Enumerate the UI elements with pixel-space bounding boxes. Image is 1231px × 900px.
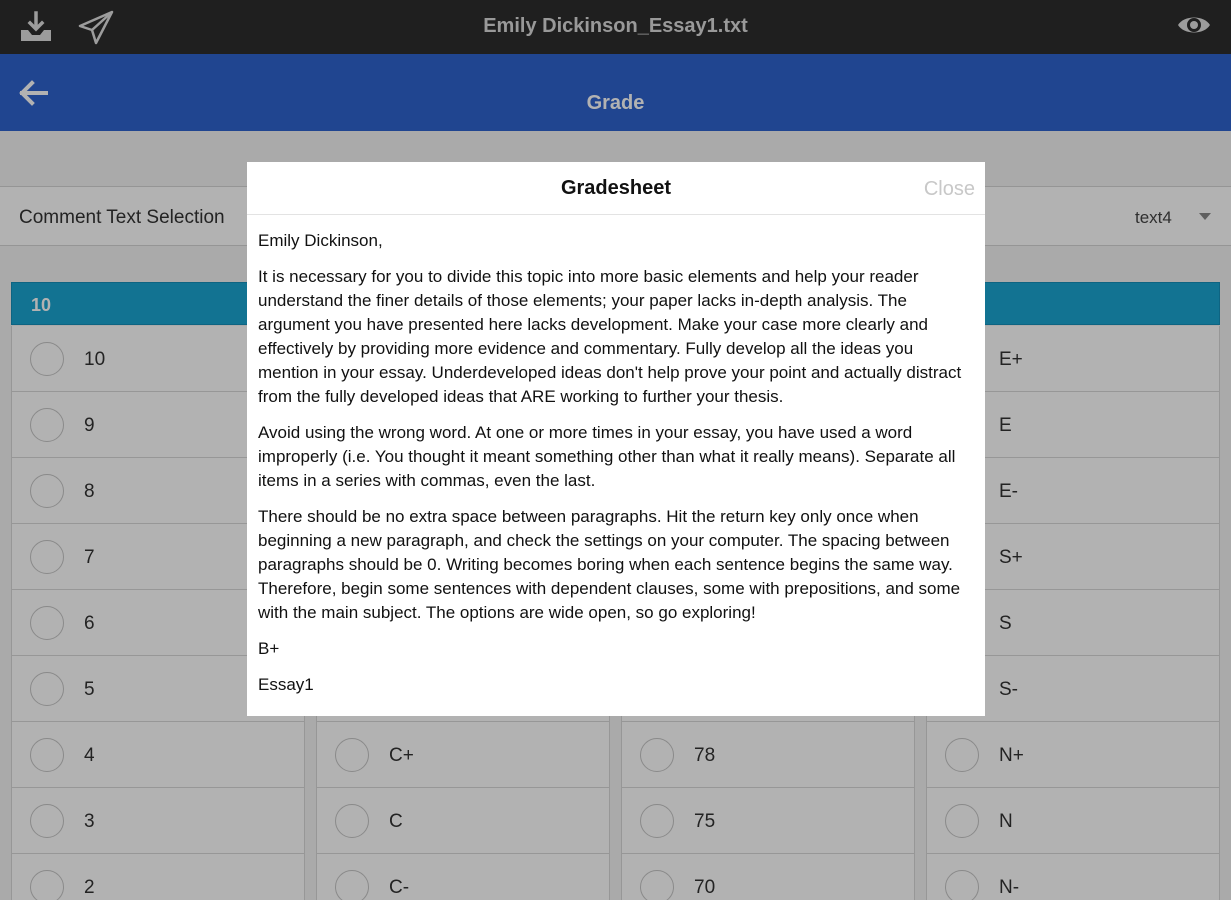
grade-option-label: 75 — [694, 811, 716, 832]
grade-option-label: E — [999, 415, 1012, 436]
comment-paragraph: It is necessary for you to divide this topic into more basic elements and help your reader understand the finer details of those elements; your paper lacks in-depth analysis. The argument you have presented here lacks development. Make your case more clearly and effectively by providing more evidence and commentary. Fully develop all the ideas you mention in your essay. Underdeveloped ideas don't help prove your point and actually distract from the fully developed ideas that ARE working to further your thesis. — [258, 267, 962, 406]
grade-option-label: E- — [999, 481, 1018, 502]
dialog-header — [247, 162, 985, 215]
close-button[interactable]: Close — [923, 178, 975, 200]
grade-option-label: 7 — [84, 547, 95, 568]
assignment-name: Essay1 — [258, 675, 314, 694]
grade-option-label: 5 — [84, 679, 95, 700]
grade-option-label: S- — [999, 679, 1018, 700]
salutation: Emily Dickinson, — [258, 231, 383, 250]
comment-paragraph: Avoid using the wrong word. At one or more times in your essay, you have used a word improperly (i.e. You thought it meant something other than what it really means). Separate all items in a series with commas, even the last. — [258, 423, 956, 490]
grade-option-label: N — [999, 811, 1013, 832]
grade-option-label: 2 — [84, 877, 95, 898]
comment-paragraph: There should be no extra space between paragraphs. Hit the return key only once when beginning a new paragraph, and check the settings on your computer. The spacing between paragraphs should be 0. Writing becomes boring when each sentence begins the same way. Therefore, begin some sentences with dependent clauses, some with prepositions, and some with the main subject. The options are wide open, so go exploring! — [258, 507, 961, 622]
grade-option-label: N- — [999, 877, 1020, 898]
grade-option-label: 3 — [84, 811, 95, 832]
grade-option-label: S — [999, 613, 1012, 634]
comment-selection-value[interactable]: text4 — [1135, 208, 1172, 227]
grade-option-label: N+ — [999, 745, 1024, 766]
grade-option-label: 78 — [694, 745, 716, 766]
grade-option-label: C- — [389, 877, 410, 898]
dialog-title: Gradesheet — [560, 177, 672, 199]
grade-value: B+ — [258, 639, 280, 658]
grade-table-header-label: 10 — [31, 295, 52, 315]
grade-option-label: S+ — [999, 547, 1023, 568]
grade-option-label: 9 — [84, 415, 95, 436]
grade-option-label: 6 — [84, 613, 95, 634]
grade-option-label: 70 — [694, 877, 716, 898]
comment-selection-label: Comment Text Selection — [19, 207, 225, 228]
window-title: Emily Dickinson_Essay1.txt — [483, 15, 748, 37]
gradesheet-dialog — [247, 162, 985, 716]
grade-option-label: 10 — [84, 349, 106, 370]
page-title: Grade — [586, 92, 645, 114]
grade-option-label: 8 — [84, 481, 95, 502]
grade-option-label: E+ — [999, 349, 1023, 370]
grade-option-label: 4 — [84, 745, 95, 766]
grade-option-label: C+ — [389, 745, 414, 766]
dialog-body — [247, 215, 985, 697]
grade-option-label: C — [389, 811, 403, 832]
